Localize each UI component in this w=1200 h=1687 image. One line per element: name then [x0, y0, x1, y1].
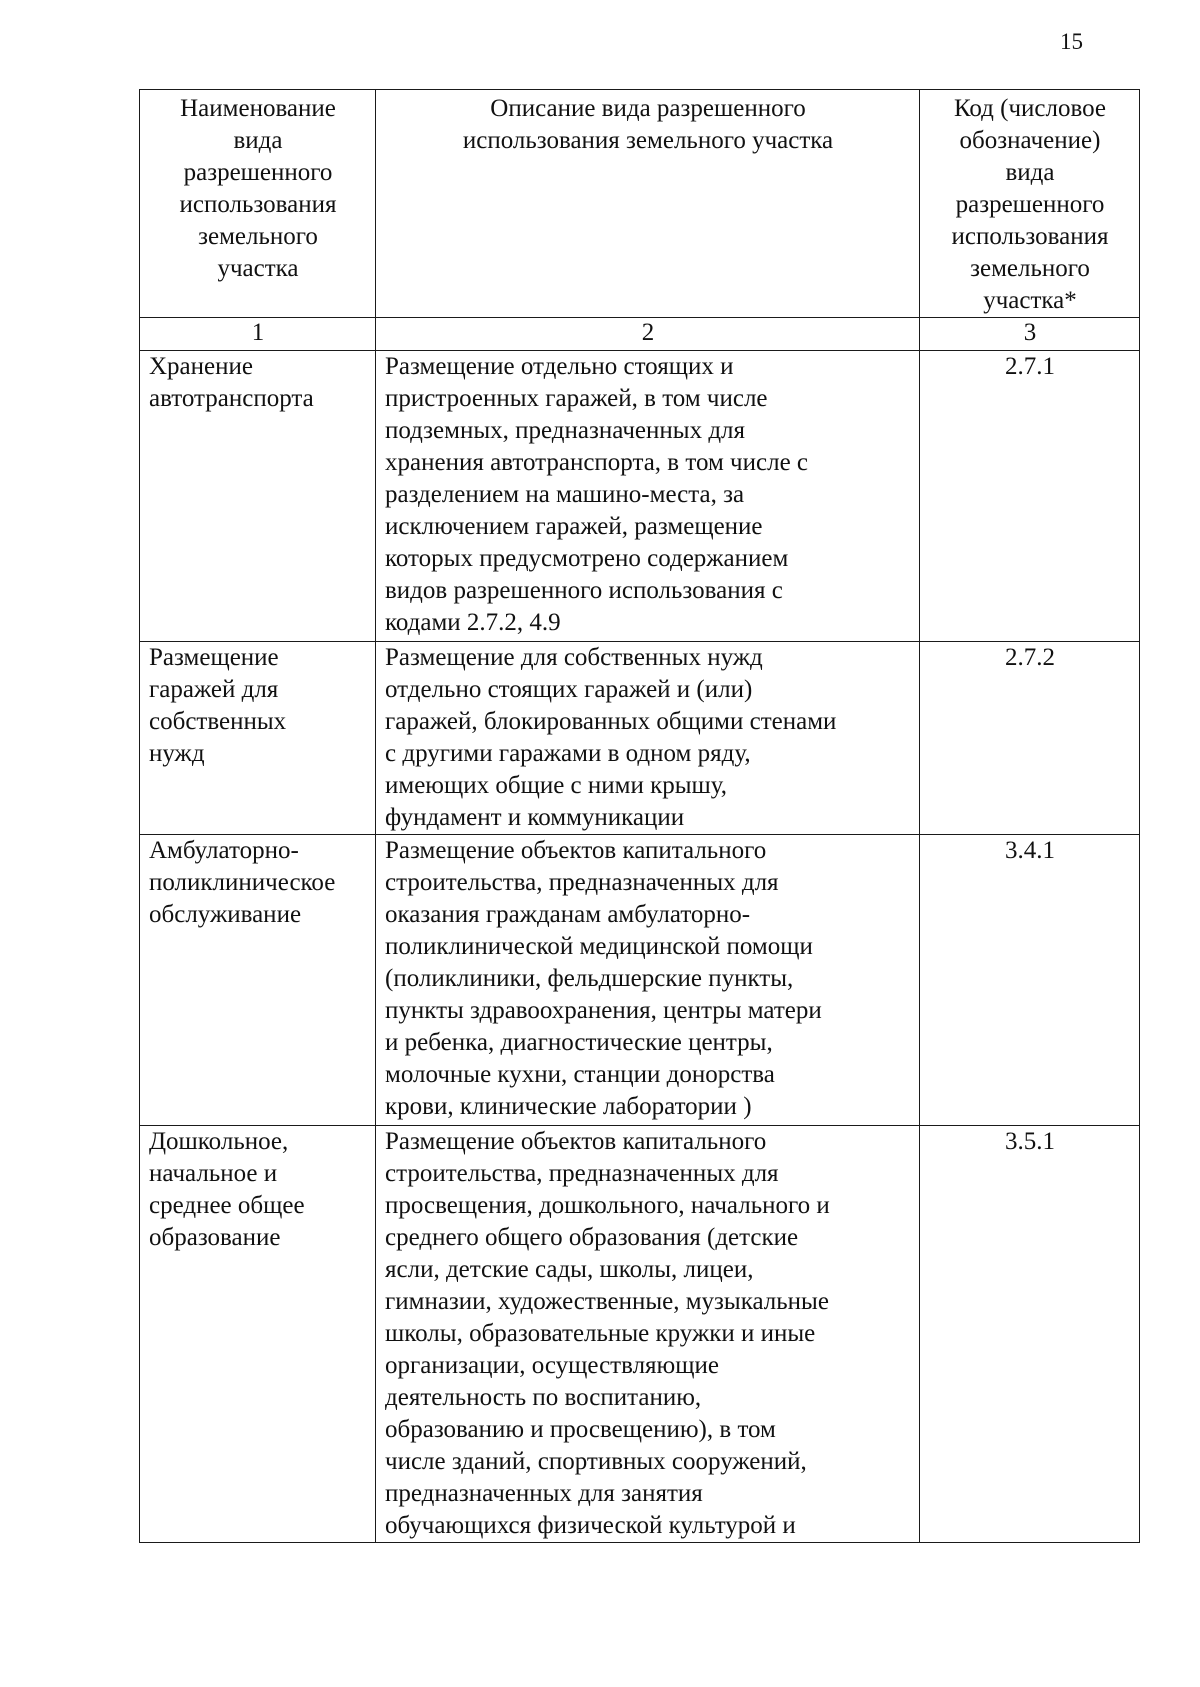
row-code-cell — [920, 1126, 1140, 1543]
row-code-cell — [920, 642, 1140, 835]
column-number-3: 3 — [920, 318, 1140, 351]
row-description-cell — [376, 351, 920, 642]
row-name-cell — [140, 351, 376, 642]
row-code-text: 3.4.1 — [1005, 837, 1055, 864]
table-row — [140, 642, 1140, 835]
header-row — [140, 90, 1140, 318]
header-description-text: Описание вида разрешенного использования земельного участка — [462, 95, 834, 154]
row-description-text: Размещение объектов капитального строительства, предназначенных для оказания гражданам амбулаторно- поликлинической медицинской помощи (поликлиники, фельдшерские пункты, пункты здравоохранения, центры матери и ребенка, диагностические центры, молочные кухни, станции донорства крови, клинические лаборатории ) — [385, 837, 822, 1120]
row-code-text: 3.5.1 — [1005, 1128, 1055, 1155]
row-name-cell — [140, 1126, 376, 1543]
header-code-cell — [920, 90, 1140, 318]
row-code-cell — [920, 351, 1140, 642]
row-name-text: Размещение гаражей для собственных нужд — [149, 644, 287, 767]
row-name-cell — [140, 642, 376, 835]
row-description-text: Размещение отдельно стоящих и пристроенных гаражей, в том числе подземных, предназначенных для хранения автотранспорта, в том числе с разделением на машино-места, за исключением гаражей, размещение которых предусмотрено содержанием видов разрешенного использования с кодами 2.7.2, 4.9 — [385, 353, 809, 636]
header-name-text: Наименование вида разрешенного использования земельного участка — [179, 95, 337, 282]
row-name-text: Амбулаторно- поликлиническое обслуживание — [149, 837, 336, 928]
row-code-text: 2.7.1 — [1005, 353, 1055, 380]
row-description-text: Размещение объектов капитального строительства, предназначенных для просвещения, дошкольного, начального и среднего общего образования (детские ясли, детские сады, школы, лицеи, гимназии, художественные, музыкальные школы, образовательные кружки и иные организации, осуществляющие деятельность по воспитанию, образованию и просвещению), в том числе зданий, спортивных сооружений, предназначенных для занятия обучающихся физической культурой и — [385, 1128, 830, 1539]
header-code-text: Код (числовое обозначение) вида разрешенного использования земельного участка* — [951, 95, 1109, 314]
page-number: 15 — [1060, 29, 1083, 54]
row-description-cell — [376, 835, 920, 1126]
column-number-2: 2 — [376, 318, 920, 351]
row-name-text: Дошкольное, начальное и среднее общее образование — [149, 1128, 305, 1251]
column-number-1: 1 — [140, 318, 376, 351]
row-description-text: Размещение для собственных нужд отдельно стоящих гаражей и (или) гаражей, блокированных общими стенами с другими гаражами в одном ряду, имеющих общие с ними крышу, фундамент и коммуникации — [385, 644, 837, 831]
header-description-cell — [376, 90, 920, 318]
row-code-text: 2.7.2 — [1005, 644, 1055, 671]
table-row — [140, 835, 1140, 1126]
row-name-cell — [140, 835, 376, 1126]
row-code-cell — [920, 835, 1140, 1126]
column-number-row — [140, 318, 1140, 351]
header-name-cell — [140, 90, 376, 318]
table-row — [140, 1126, 1140, 1543]
row-description-cell — [376, 1126, 920, 1543]
row-name-text: Хранение автотранспорта — [149, 353, 314, 412]
land-use-table — [139, 89, 1140, 1543]
row-description-cell — [376, 642, 920, 835]
table-row — [140, 351, 1140, 642]
